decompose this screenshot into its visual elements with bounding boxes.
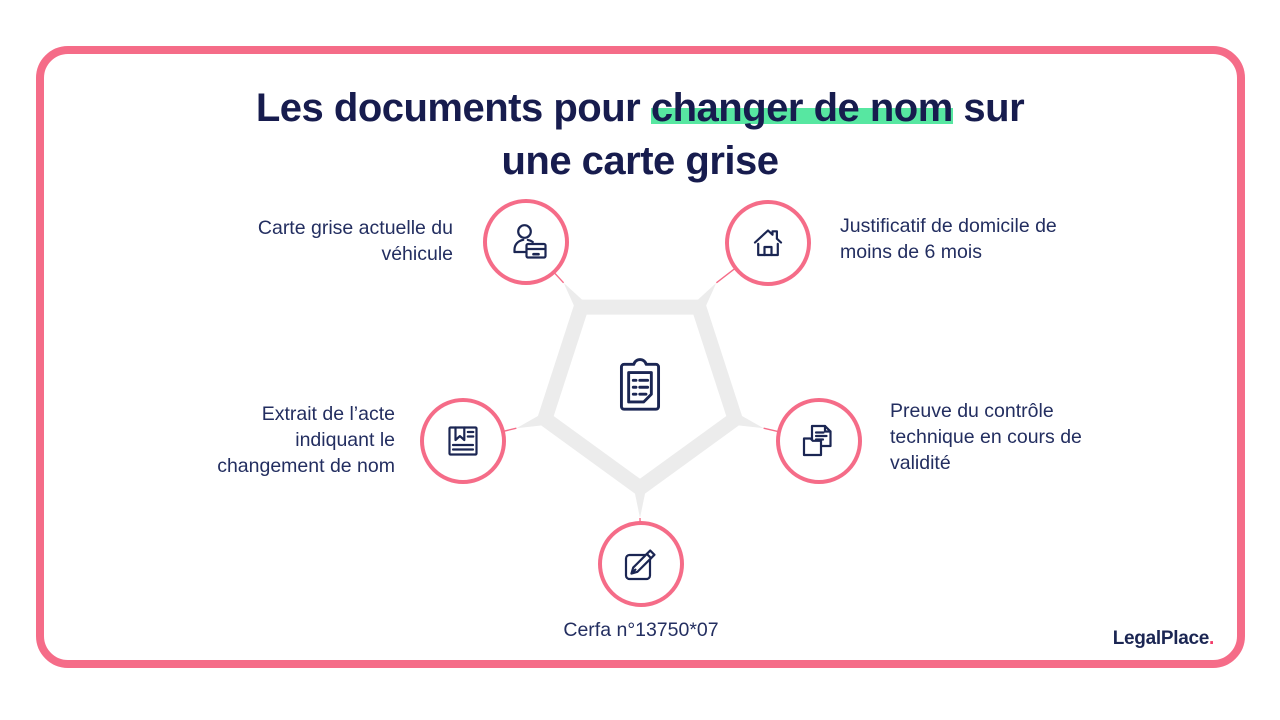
title-highlight: changer de nom (650, 86, 953, 130)
center-node (606, 352, 674, 420)
person-id-card-icon (502, 218, 550, 266)
node-cerfa (598, 521, 684, 607)
pen-form-icon (617, 540, 665, 588)
house-icon (744, 219, 792, 267)
legalplace-logo: LegalPlace. (1112, 628, 1214, 649)
title-line-1: Les documents pour changer de nom sur (255, 86, 1025, 130)
logo-dot: . (1209, 628, 1214, 649)
documents-folder-icon (795, 417, 843, 465)
label-preuve-controle: Preuve du contrôle technique en cours de validité (890, 400, 1082, 474)
label-extrait-acte: Extrait de l’acte indiquant le changement de nom (217, 403, 395, 477)
label-cerfa: Cerfa n°13750*07 (563, 619, 719, 641)
title-line-2: une carte grise (501, 139, 779, 183)
label-justificatif-domicile: Justificatif de domicile de moins de 6 mois (840, 215, 1057, 263)
pentagon-stub-bottom (633, 484, 647, 518)
certificate-icon (439, 417, 487, 465)
node-carte-grise (483, 199, 569, 285)
label-carte-grise: Carte grise actuelle du véhicule (257, 217, 453, 265)
clipboard-checklist-icon (607, 353, 673, 419)
node-justificatif-domicile (725, 200, 811, 286)
node-preuve-controle (776, 398, 862, 484)
node-extrait-acte (420, 398, 506, 484)
